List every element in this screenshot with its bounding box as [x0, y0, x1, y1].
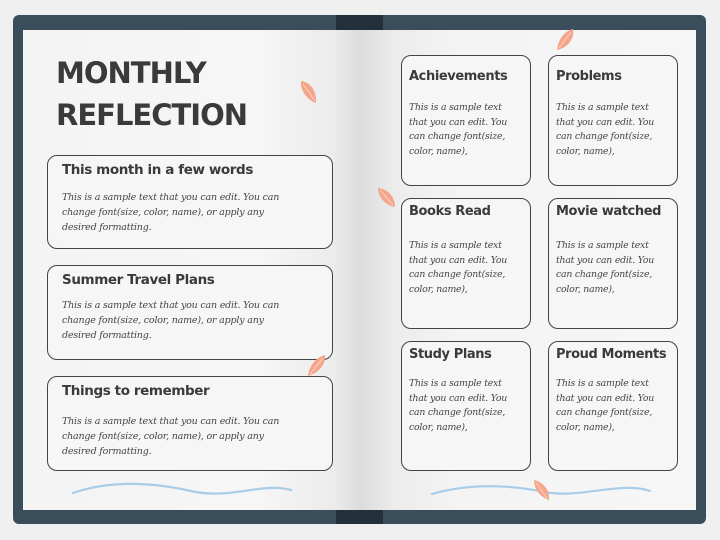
section-body[interactable]: This is a sample text that you can edit. You can change font(size, color, name), [409, 378, 508, 433]
feather-icon [531, 478, 553, 502]
section-body[interactable]: This is a sample text that you can edit. You can change font(size, color, name), [409, 240, 508, 295]
section-heading: Proud Moments [556, 347, 667, 362]
feather-icon [305, 353, 329, 379]
feather-icon [297, 78, 321, 106]
wave-decoration [71, 478, 296, 498]
page-title [56, 52, 247, 136]
section-body[interactable]: This is a sample text that you can edit. You can change font(size, color, name), or apply any desired formatting. [62, 192, 280, 233]
section-heading: This month in a few words [62, 162, 253, 178]
spine-bottom [336, 510, 383, 524]
section-books-read[interactable] [401, 198, 531, 329]
right-page [360, 30, 696, 510]
section-body[interactable]: This is a sample text that you can edit. You can change font(size, color, name), or apply any desired formatting. [62, 416, 280, 457]
section-things-to-remember[interactable] [47, 376, 333, 471]
section-heading: Problems [556, 69, 622, 84]
title-line-2: REFLECTION [56, 98, 248, 132]
feather-icon [376, 185, 400, 211]
section-body[interactable]: This is a sample text that you can edit. You can change font(size, color, name), [556, 102, 655, 157]
section-body[interactable]: This is a sample text that you can edit. You can change font(size, color, name), [556, 240, 655, 295]
feather-icon [554, 27, 578, 53]
section-heading: Study Plans [409, 347, 492, 362]
section-heading: Things to remember [62, 383, 210, 399]
section-this-month[interactable] [47, 155, 333, 249]
section-summer-travel[interactable] [47, 265, 333, 360]
section-heading: Books Read [409, 204, 491, 219]
section-body[interactable]: This is a sample text that you can edit. You can change font(size, color, name), or apply any desired formatting. [62, 300, 280, 341]
section-body[interactable]: This is a sample text that you can edit. You can change font(size, color, name), [409, 102, 508, 157]
section-proud-moments[interactable] [548, 341, 678, 471]
section-achievements[interactable] [401, 55, 531, 186]
section-heading: Summer Travel Plans [62, 272, 215, 288]
section-heading: Movie watched [556, 204, 662, 219]
spine-top [336, 15, 383, 30]
section-study-plans[interactable] [401, 341, 531, 471]
section-heading: Achievements [409, 69, 508, 84]
section-body[interactable]: This is a sample text that you can edit. You can change font(size, color, name), [556, 378, 655, 433]
section-problems[interactable] [548, 55, 678, 186]
title-line-1: MONTHLY [56, 56, 206, 90]
section-movie-watched[interactable] [548, 198, 678, 329]
